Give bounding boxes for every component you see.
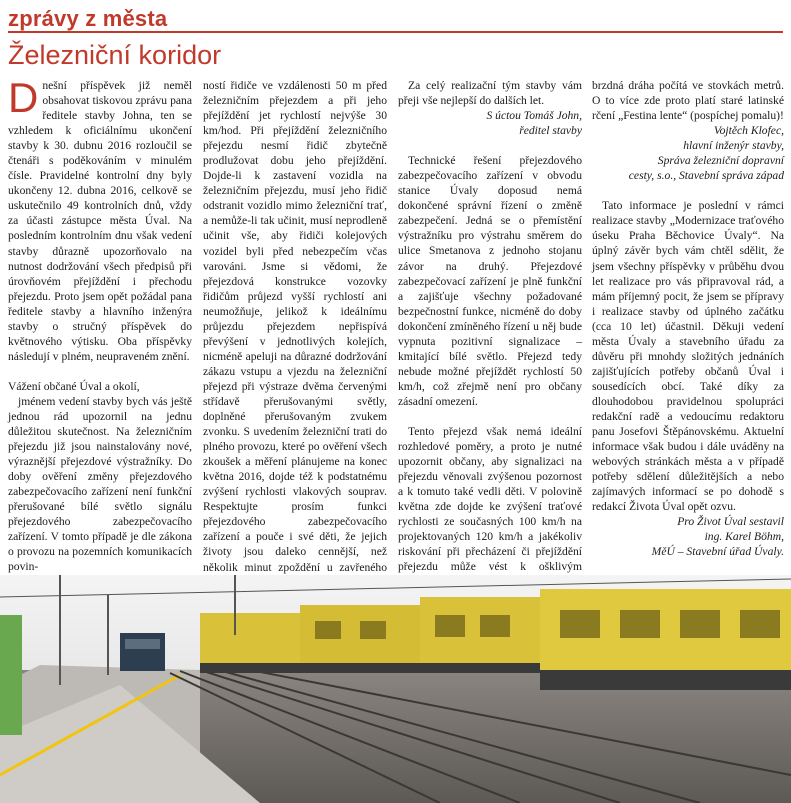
paragraph-wishes: Za celý realizační tým stavby vám přeji vše nejlepší do dalších let. (398, 79, 582, 108)
section-label: zprávy z města (8, 6, 168, 31)
signature-john: S úctou Tomáš John, ředitel stavby (486, 109, 582, 138)
signature-klofec: Vojtěch Klofec, hlavní inženýr stavby, Správa železniční dopravní cesty, s.o., Stavební správa západ (628, 124, 784, 183)
article-column-4 (592, 78, 784, 574)
paragraph-intro: nešní příspěvek již neměl obsahovat tiskovou zprávu pana ředitele stavby Johna, ten se vzhledem k oficiálnímu ukončení stavby k 30. dubnu 2016 rozloučil se čtenáři s poděkováním v minulém čísle. Pravidelné kontrolní dny byly ukončeny 12. dubna 2016, celkově se uskutečnilo 49 kontrolních dnů, vždy za účasti zástupce města Úval. Na posledním kontrolním dnu však vedení stavby důrazně upozorňovalo na nutnost dodržování všech předpisů při úrovňovém přejíždění i přechodu přejezdu. Proto jsem opět požádal pana ředitele stavby a hlavního inženýra stavby o stručný příspěvek do květnového výtisku. Oba příspěvky následují v plném, neupraveném znění. (8, 79, 192, 363)
signature-bohm: Pro Život Úval sestavil ing. Karel Böhm, MěÚ – Stavební úřad Úvaly. (651, 515, 784, 559)
article-column-3 (398, 78, 582, 605)
railway-photo-illustration (0, 575, 791, 803)
paragraph-visibility: Tento přejezd však nemá ideální rozhledové poměry, a proto je nutné upozornit občany, aby signalizaci na přejezdu věnovali zvýšenou pozornost a k tomuto také vedli děti. V polovině května zde dojde ke zvýšení traťové rychlosti ze současných 100 km/h na projektovaných 120 km/h a jakékoliv riskování při přecházení či přejíždění přejezdu může vést k ošklivým (398, 424, 582, 574)
paragraph-greeting: Vážení občané Úval a okolí, (8, 379, 140, 393)
article-column-2 (203, 78, 387, 605)
article-column-1 (8, 74, 192, 590)
railway-photo (0, 575, 791, 803)
article-headline: Železniční koridor (8, 40, 222, 70)
section-rule (8, 31, 783, 33)
paragraph-braking: brzdná dráha počítá ve stovkách metrů. O to více zde proto platí staré latinské rčení „Festina lente“ (pospíchej pomalu)! (592, 79, 784, 123)
distant-train (120, 633, 165, 671)
paragraph-closing: Tato informace je poslední v rámci realizace stavby „Modernizace traťového úseku Praha Běchovice Úvaly“. Na úplný závěr bych vám chtěl sdělit, že jsem všechny příspěvky v průběhu dvou let realizace pro vás připravoval rád, a mám příjemný pocit, že jsem se přípravy i realizace stavby od úplného začátku (cca 10 let) účastnil. Děkuji vedení města Úvaly a stavebního úřadu za důvěru při mnohdy složitých jednáních zajišťujících potřeby občanů Úval i sousedících obcí. Také díky za dlouhodobou pravidelnou spolupráci redakční radě a vedoucímu redaktoru panu Josefovi Štěpánovskému. Aktuelní informace však budou i dále uváděny na webových stránkách města a v případě potřeby sdělení důležitějších a nebo zajímavých informací se po dohodě s redakcí Života Úval opět ozvu. (592, 199, 784, 514)
paragraph-technical: Technické řešení přejezdového zabezpečovacího zařízení v obvodu stanice Úvaly doposud nemá dokončené správní řízení o změně zabezpečení. Jedná se o přemístění výstražníku pro výstrahu směrem do ulice Smetanova z jednoho stojanu závor na druhý. Přejezdové zabezpečovací zařízení je plně funkční a zajišťuje všechny požadované bezpečnostní funkce, nicméně do doby dokončení zmíněného řízení u něj bude vypnuta pozitivní signalizace – kmitající bílé světlo. Přejezd tedy nebude možné přejíždět rychlostí 50 km/h, což zřejmě není pro občany zásadní omezení. (398, 154, 582, 408)
platform-fence (0, 615, 22, 735)
paragraph-speed-rules: ností řidiče ve vzdálenosti 50 m před železničním přejezdem a při jeho přejíždění jet rychlostí nejvýše 30 km/hod. Při přejíždění železničního přejezdu nesmí řidič zbytečně prodlužovat dobu jeho přejíždění. Dojde-li k zastavení vozidla na železničním přejezdu, musí jeho řidič odstranit vozidlo mimo železniční trať, a nemůže-li tak učinit, musí neprodleně učinit vše, aby řidiči kolejových vozidel byli před nebezpečím včas varováni. Jsme si vědomi, že přejezdová konstrukce vozovky řidičům průjezd vyšší rychlostí ani neumožňuje, jelikož k ideálnímu průjezdu přejezdem nepřispívá převýšení v jednotlivých kolejích, nicméně apeluji na důrazné dodržování zákazu vstupu a vjezdu na železniční přejezd při výstraze dvěma červenými střídavě přerušovanými světly, doplněné přerušovaným zvukem zvonku. S uvedením železniční trati do plného provozu, které po ověření všech zkoušek a měření plánujeme na konec května 2016, dojde též k podstatnému zvýšení rychlosti vlakových souprav. Respektujte prosím funkci přejezdového zabezpečovacího zařízení a pouče i své děti, že jejich životy jsou daleko cennější, než několik minut zpoždění u zavřeného (203, 79, 387, 574)
paragraph-warning: jménem vedení stavby bych vás ještě jednou rád upozornil na jednu důležitou skutečnost. Na železničním přejezdu již jsou nainstalovány nové, výraznější přejezdové výstražníky. Do doby ověření změny přejezdového zabezpečovacího zařízení není funkční přerušované bílé světlo signálu přejezdového zabezpečovacího zařízení. V tomto případě je dle zákona o provozu na pozemních komunikacích povin- (8, 394, 192, 574)
drop-cap: D (8, 74, 39, 121)
